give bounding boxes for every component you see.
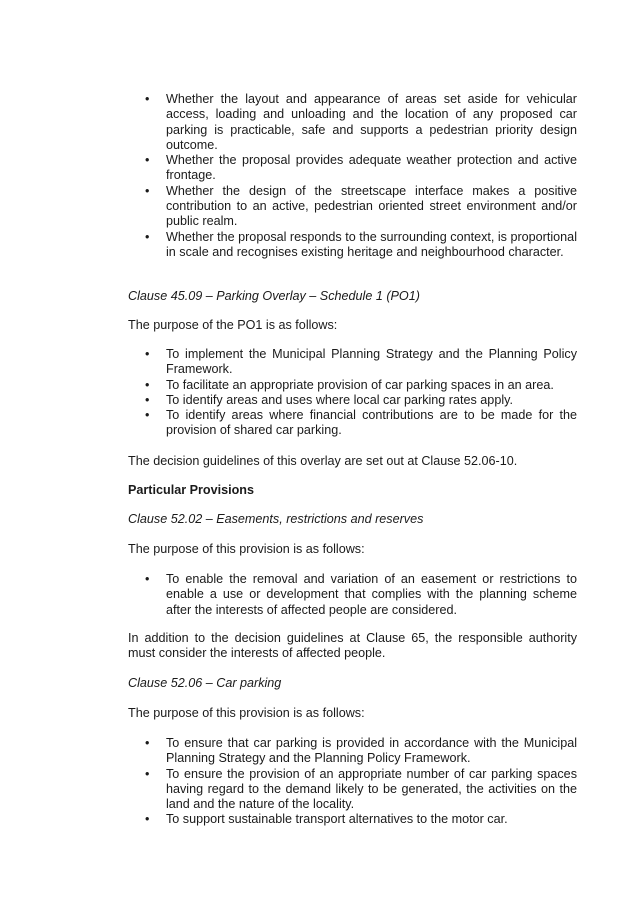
clause-52-02-bullet-list <box>0 572 637 618</box>
list-item-text: To identify areas where financial contributions are to be made for the provision of shared car parking. <box>166 408 577 438</box>
clause-65-paragraph: In addition to the decision guidelines at Clause 65, the responsible authority must consider the interests of affected people. <box>128 631 577 661</box>
list-item-text: To ensure the provision of an appropriate number of car parking spaces having regard to the demand likely to be generated, the activities on the land and the nature of the locality. <box>166 766 577 812</box>
clause-52-02-heading: Clause 52.02 – Easements, restrictions and reserves <box>128 512 424 526</box>
bullet-icon: • <box>145 347 150 361</box>
list-item <box>0 767 577 813</box>
list-item <box>0 812 577 827</box>
list-item <box>0 572 577 618</box>
bullet-icon: • <box>145 572 150 586</box>
bullet-icon: • <box>145 736 150 750</box>
bullet-icon: • <box>145 812 150 827</box>
clause-52-06-heading: Clause 52.06 – Car parking <box>128 676 282 690</box>
decision-guideline-bullet-list <box>0 92 637 260</box>
decision-guidelines-paragraph: The decision guidelines of this overlay are set out at Clause 52.06-10. <box>128 454 518 468</box>
list-item <box>0 378 577 393</box>
list-item-text: To ensure that car parking is provided in accordance with the Municipal Planning Strategy and the Planning Policy Framework. <box>166 736 577 766</box>
po1-purpose-intro: The purpose of the PO1 is as follows: <box>128 318 338 332</box>
list-item-text: To identify areas and uses where local car parking rates apply. <box>166 392 513 407</box>
list-item-text: Whether the design of the streetscape interface makes a positive contribution to an active, pedestrian oriented street environment and/or public realm. <box>166 183 577 229</box>
clause-45-09-heading: Clause 45.09 – Parking Overlay – Schedule 1 (PO1) <box>128 289 420 303</box>
list-item <box>0 393 577 408</box>
particular-provisions-heading: Particular Provisions <box>128 483 254 497</box>
clause-52-02-purpose-intro: The purpose of this provision is as follows: <box>128 542 365 556</box>
list-item-text: To support sustainable transport alternatives to the motor car. <box>166 812 508 827</box>
list-item-text: To facilitate an appropriate provision of car parking spaces in an area. <box>166 377 554 392</box>
list-item <box>0 153 577 184</box>
clause-52-06-bullet-list <box>0 736 637 828</box>
bullet-icon: • <box>145 392 150 407</box>
list-item-text: To implement the Municipal Planning Strategy and the Planning Policy Framework. <box>166 347 577 377</box>
list-item-text: To enable the removal and variation of an easement or restrictions to enable a use or development that complies with the planning scheme after the interests of affected people are considered. <box>166 572 577 617</box>
bullet-icon: • <box>145 229 150 244</box>
list-item <box>0 736 577 767</box>
clause-52-06-purpose-intro: The purpose of this provision is as follows: <box>128 706 365 720</box>
list-item-text: Whether the layout and appearance of areas set aside for vehicular access, loading and unloading and the location of any proposed car parking is practicable, safe and supports a pedestrian priority design outcome. <box>166 92 577 152</box>
list-item-text: Whether the proposal responds to the surrounding context, is proportional in scale and recognises existing heritage and neighbourhood character. <box>166 229 577 259</box>
list-item <box>0 408 577 439</box>
bullet-icon: • <box>145 92 150 106</box>
bullet-icon: • <box>145 408 150 423</box>
list-item-text: Whether the proposal provides adequate weather protection and active frontage. <box>166 153 577 183</box>
list-item <box>0 347 577 378</box>
bullet-icon: • <box>145 183 150 198</box>
list-item <box>0 184 577 230</box>
bullet-icon: • <box>145 377 150 392</box>
list-item <box>0 230 577 261</box>
bullet-icon: • <box>145 153 150 168</box>
list-item <box>0 92 577 153</box>
po1-purpose-bullet-list <box>0 347 637 439</box>
bullet-icon: • <box>145 766 150 781</box>
